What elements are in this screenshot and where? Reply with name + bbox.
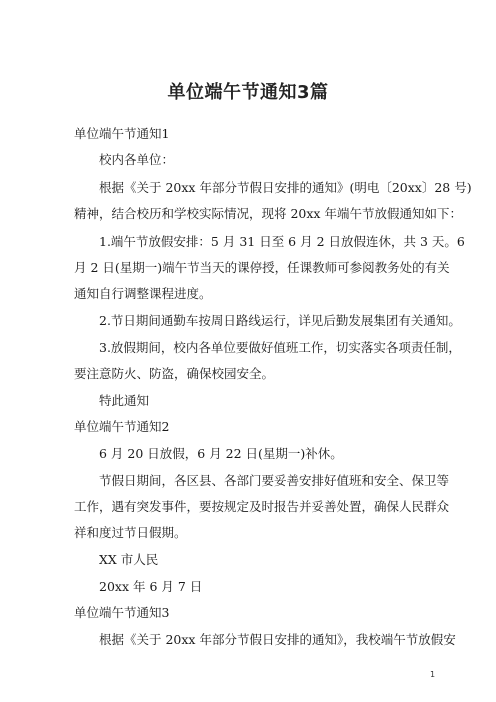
paragraph-line: 特此通知 [99,393,150,408]
section-heading: 单位端午节通知1 [74,126,170,141]
paragraph-line: 工作，遇有突发事件，要按规定及时报告并妥善处置，确保人民群众 [74,499,450,514]
section-heading: 单位端午节通知3 [74,605,170,620]
paragraph-line: XX 市人民 [99,552,159,567]
paragraph-line: 精神，结合校历和学校实际情况，现将 20xx 年端午节放假通知如下： [74,206,462,221]
section-heading: 单位端午节通知2 [74,419,170,434]
paragraph-line: 月 2 日(星期一)端午节当天的课停授，任课教师可参阅教务处的有关 [74,260,450,275]
paragraph-line: 1.端午节放假安排：5 月 31 日至 6 月 2 日放假连休，共 3 天。6 [99,234,465,249]
paragraph-line: 2.节日期间通勤车按周日路线运行，详见后勤发展集团有关通知。 [99,313,461,328]
paragraph-line: 祥和度过节日假期。 [74,525,187,540]
paragraph-line: 6 月 20 日放假，6 月 22 日(星期一)补休。 [99,446,343,461]
paragraph-line: 3.放假期间，校内各单位要做好值班工作，切实落实各项责任制， [99,340,461,355]
document-title: 单位端午节通知3篇 [167,82,329,103]
paragraph-line: 要注意防火、防盗，确保校园安全。 [74,366,275,381]
paragraph-line: 20xx 年 6 月 7 日 [99,579,203,594]
paragraph-line: 通知自行调整课程进度。 [74,286,212,301]
paragraph-line: 节假日期间，各区县、各部门要妥善安排好值班和安全、保卫等 [99,473,450,488]
paragraph-line: 校内各单位： [99,152,175,167]
paragraph-line: 根据《关于 20xx 年部分节假日安排的通知》，我校端午节放假安 [99,632,456,647]
paragraph-line: 根据《关于 20xx 年部分节假日安排的通知》(明电〔20xx〕28 号) [99,180,472,195]
page-number: 1 [430,670,436,679]
